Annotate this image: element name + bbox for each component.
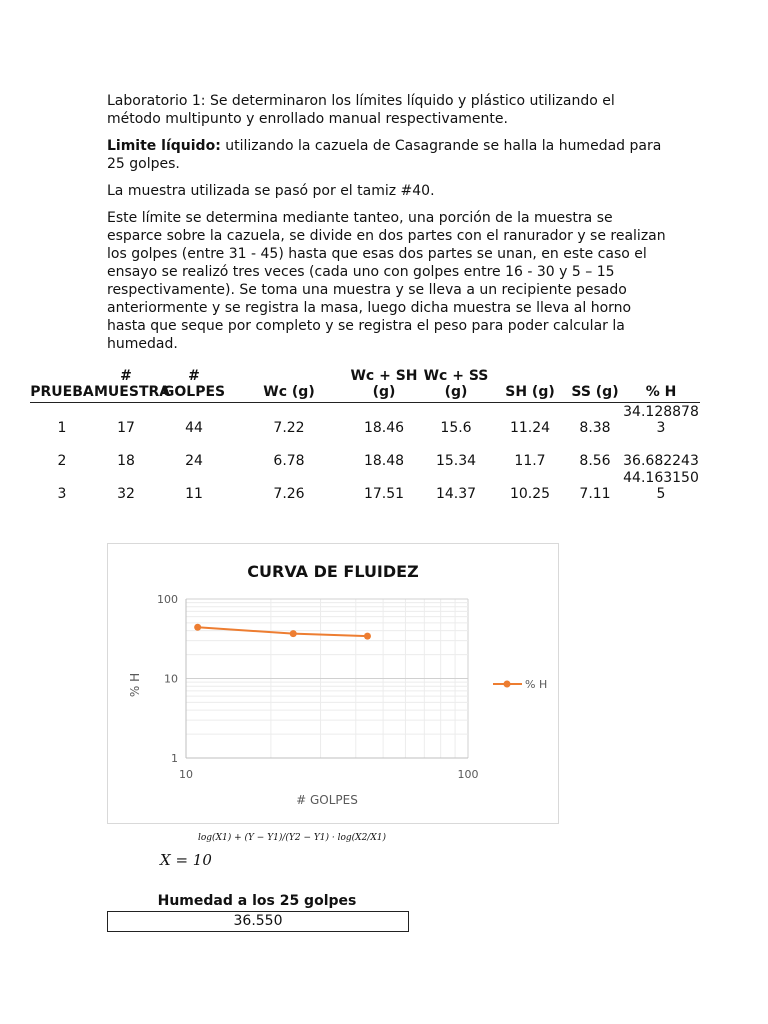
table-cell: 3	[57, 486, 67, 502]
legend-label: % H	[525, 678, 548, 691]
table-cell: 18	[117, 453, 135, 469]
table-cell: 6.78	[273, 453, 305, 469]
intro-paragraph-3: La muestra utilizada se pasó por el tamiz #40.	[107, 183, 435, 199]
chart-title: CURVA DE FLUIDEZ	[247, 562, 419, 581]
table-cell: 11.24	[509, 420, 551, 436]
chart-grid	[186, 599, 468, 758]
table-cell: 2	[57, 453, 67, 469]
intro-paragraph-2	[107, 137, 667, 173]
formula-base: X = 10	[160, 851, 212, 869]
table-cell: 8.38	[579, 420, 611, 436]
y-tick-label: 10	[164, 672, 178, 686]
table-cell: 36.682243	[623, 453, 699, 469]
table-cell: 10.25	[509, 486, 551, 502]
table-row	[30, 403, 700, 437]
header-muestra: # MUESTRA	[94, 368, 158, 403]
table-row	[30, 436, 700, 469]
chart-svg	[108, 544, 558, 823]
table-cell: 7.26	[273, 486, 305, 502]
table-cell: 11.7	[514, 453, 546, 469]
lab-data-table	[30, 368, 700, 502]
series-line	[198, 627, 368, 636]
header-wc-sh: Wc + SH (g)	[348, 368, 420, 403]
table-cell: 44.1631505	[623, 470, 699, 502]
table-cell: 24	[185, 453, 203, 469]
chart-legend	[493, 678, 547, 691]
x-tick-label: 10	[179, 768, 193, 781]
table-cell: 34.1288783	[623, 404, 699, 436]
table-cell: 8.56	[579, 453, 611, 469]
header-sh: SH (g)	[492, 368, 568, 403]
x-tick-label: 100	[457, 768, 479, 781]
liquid-limit-heading: Limite líquido:	[107, 138, 221, 154]
table-cell: 15.6	[440, 420, 472, 436]
table-cell: 18.46	[363, 420, 405, 436]
header-wc-ss: Wc + SS (g)	[420, 368, 492, 403]
result-title: Humedad a los 25 golpes	[157, 893, 357, 909]
table-row	[30, 469, 700, 502]
table-cell: 44	[185, 420, 203, 436]
intro-text	[107, 92, 667, 362]
table-cell: 14.37	[435, 486, 477, 502]
table-cell: 1	[57, 420, 67, 436]
chart-axes	[157, 593, 479, 781]
header-wc: Wc (g)	[230, 368, 348, 403]
header-ss: SS (g)	[568, 368, 622, 403]
y-axis-label: % H	[128, 672, 142, 698]
table-cell: 32	[117, 486, 135, 502]
y-tick-label: 100	[157, 593, 178, 606]
result-value: 36.550	[107, 911, 409, 932]
formula-exponent: log(X1) + (Y − Y1)/(Y2 − Y1) · log(X2/X1)	[198, 833, 386, 843]
header-humidity: % H	[622, 368, 700, 403]
header-golpes: # GOLPES	[158, 368, 230, 403]
intro-paragraph-4: Este límite se determina mediante tanteo, una porción de la muestra se esparce sobre la cazuela, se divide en dos partes con el ranurador y se realizan los golpes (entre 31 - 45) hasta que esas dos partes se unan, en este caso el ensayo se realizó tres veces (cada uno con golpes entre 16 - 30 y 5 – 15 respectivamente). Se toma una muestra y se lleva a un recipiente pesado anteriormente y se registra la masa, luego dicha muestra se lleva al horno hasta que seque por completo y se registra el peso para poder calcular la humedad.	[107, 210, 666, 352]
table-cell: 7.11	[579, 486, 611, 502]
data-point	[290, 630, 297, 637]
liquid-limit-text: utilizando la cazuela de Casagrande se halla la humedad para 25 golpes.	[107, 138, 662, 172]
data-point	[194, 624, 201, 631]
flow-curve-chart	[107, 543, 559, 824]
table-header-row	[30, 368, 700, 403]
table-cell: 7.22	[273, 420, 305, 436]
header-prueba: PRUEBA	[30, 368, 94, 403]
table-cell: 18.48	[363, 453, 405, 469]
table-cell: 17	[117, 420, 135, 436]
table-cell: 11	[185, 486, 203, 502]
chart-series	[194, 624, 371, 640]
table-cell: 15.34	[435, 453, 477, 469]
data-point	[364, 633, 371, 640]
intro-paragraph-1: Laboratorio 1: Se determinaron los límites líquido y plástico utilizando el método multipunto y enrollado manual respectivamente.	[107, 93, 615, 127]
y-tick-label: 1	[171, 752, 178, 765]
legend-marker-icon	[504, 681, 511, 688]
x-axis-label: # GOLPES	[296, 793, 358, 807]
table-cell: 17.51	[363, 486, 405, 502]
